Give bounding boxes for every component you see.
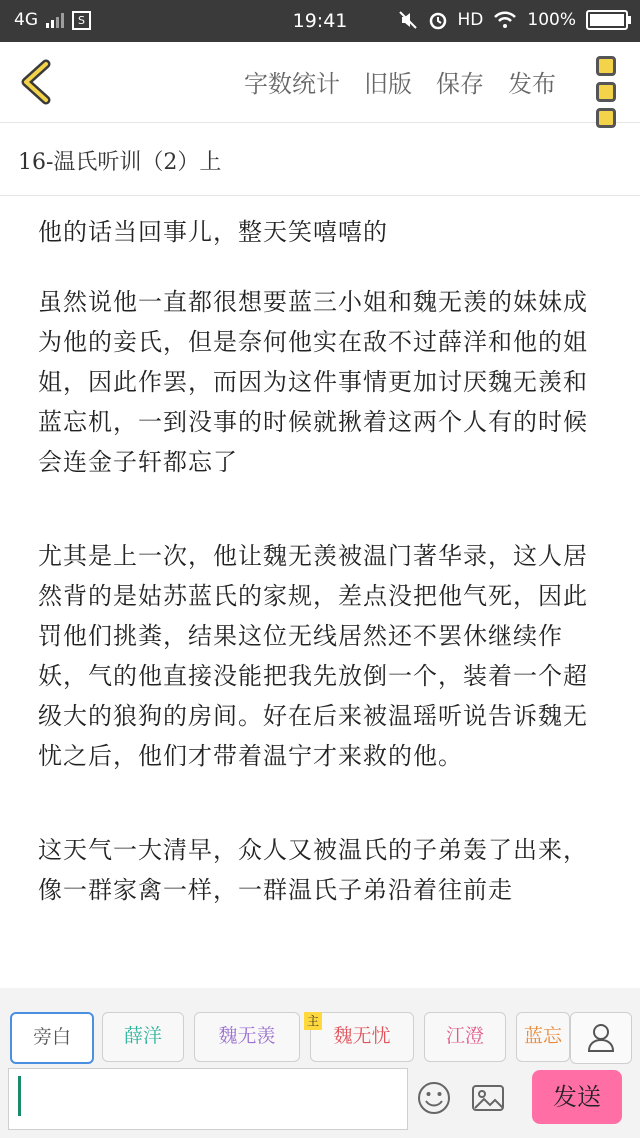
sim-icon: S (72, 11, 91, 30)
character-chip-weiwuxian[interactable]: 魏无羡 (194, 1012, 300, 1062)
battery-percent: 100% (527, 10, 576, 30)
network-label: 4G (14, 10, 38, 30)
input-bar (0, 1066, 640, 1138)
lead-badge: 主 (304, 1012, 322, 1030)
mute-icon (398, 10, 418, 30)
message-input[interactable] (8, 1068, 408, 1130)
character-chip-xueyang[interactable]: 薛洋 (102, 1012, 184, 1062)
text-cursor (18, 1076, 21, 1116)
emoji-icon[interactable] (416, 1080, 452, 1116)
back-chevron-icon[interactable] (14, 58, 60, 106)
add-character-button[interactable] (570, 1012, 632, 1064)
paragraph: 他的话当回事儿，整天笑嘻嘻的 (38, 218, 388, 246)
old-version-button[interactable]: 旧版 (364, 70, 412, 98)
top-toolbar (0, 42, 640, 123)
character-chip-lanwangji[interactable]: 蓝忘 (516, 1012, 570, 1062)
character-chip-jiangcheng[interactable]: 江澄 (424, 1012, 506, 1062)
save-button[interactable]: 保存 (436, 70, 484, 98)
character-chip-weiwuyou[interactable]: 魏无忧 (310, 1012, 414, 1062)
character-chip-narrator[interactable]: 旁白 (10, 1012, 94, 1064)
alarm-icon (428, 10, 448, 30)
status-bar (0, 0, 640, 42)
user-icon (571, 1013, 631, 1063)
paragraph: 尤其是上一次，他让魏无羡被温门著华录，这人居然背的是姑苏蓝氏的家规，差点没把他气死，因此罚他们挑粪，结果这位无线居然还不罢休继续作妖，气的他直接没能把我先放倒一个，装着一个超级大的狼狗的房间。好在后来被温瑶听说告诉魏无忧之后，他们才带着温宁才来救的他。 (38, 542, 588, 770)
paragraph: 这天气一大清早，众人又被温氏的子弟轰了出来，像一群家禽一样，一群温氏子弟沿着往前走 (38, 836, 588, 904)
wifi-icon (493, 11, 517, 29)
story-content[interactable] (0, 196, 640, 988)
publish-button[interactable]: 发布 (508, 70, 556, 98)
more-menu-icon[interactable] (596, 56, 616, 128)
send-button[interactable]: 发送 (532, 1070, 622, 1124)
paragraph: 虽然说他一直都很想要蓝三小姐和魏无羡的妹妹成为他的妾氏，但是奈何他实在敌不过薛洋和他的姐姐，因此作罢，而因为这件事情更加讨厌魏无羡和蓝忘机，一到没事的时候就揪着这两个人有的时候会连金子轩都忘了 (38, 288, 588, 476)
hd-label: HD (457, 10, 484, 30)
battery-icon (586, 10, 628, 30)
document-title-bar (0, 123, 640, 196)
word-count-button[interactable]: 字数统计 (244, 70, 340, 98)
clock: 19:41 (292, 10, 348, 32)
document-title: 16-温氏听训（2）上 (18, 150, 222, 175)
image-icon[interactable] (470, 1080, 506, 1116)
